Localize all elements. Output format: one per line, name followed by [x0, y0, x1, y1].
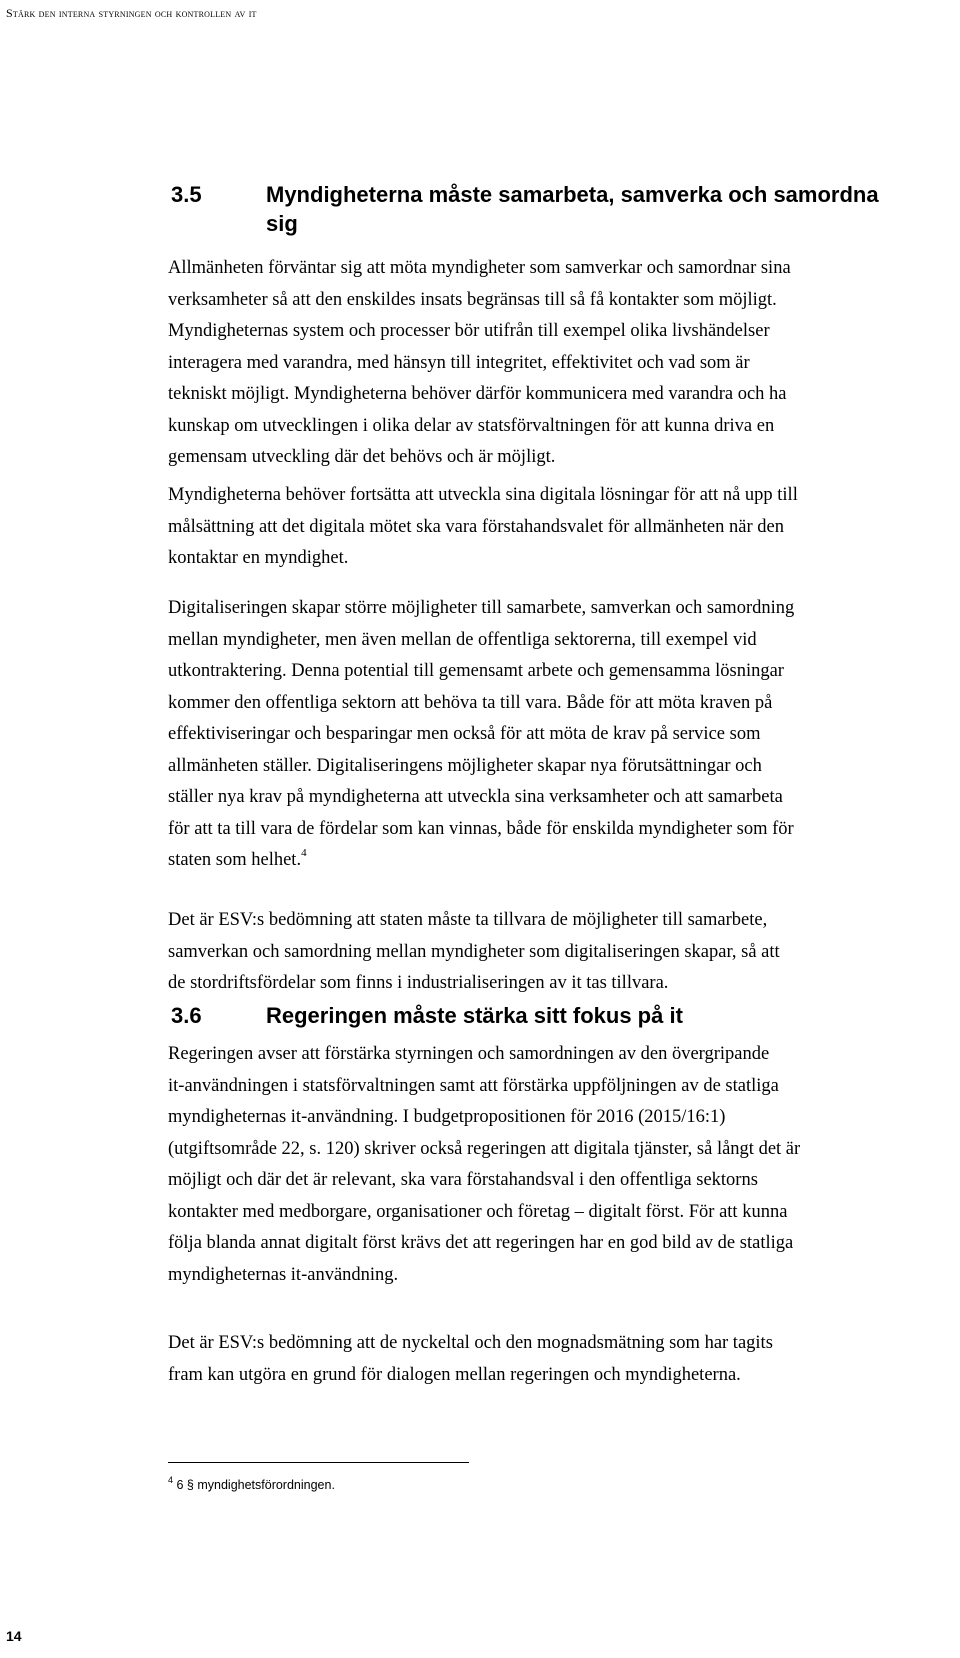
- text-line: ställer nya krav på myndigheterna att utveckla sina verksamheter och att samarbeta: [168, 787, 783, 807]
- text-line: myndigheternas it-användning. I budgetpropositionen för 2016 (2015/16:1): [168, 1107, 726, 1127]
- text-line: de stordriftsfördelar som finns i industrialiseringen av it tas tillvara.: [168, 973, 669, 993]
- paragraph: [168, 593, 958, 877]
- section-heading-3-6: [171, 1001, 906, 1030]
- running-header: Stärk den interna styrningen och kontrollen av it: [6, 6, 257, 20]
- text-line: Myndigheternas system och processer bör utifrån till exempel olika livshändelser: [168, 321, 770, 341]
- text-line: Regeringen avser att förstärka styrningen och samordningen av den övergripande: [168, 1044, 770, 1064]
- text-line: Digitaliseringen skapar större möjligheter till samarbete, samverkan och samordning: [168, 598, 795, 618]
- text-line: effektiviseringar och besparingar men också för att möta de krav på service som: [168, 724, 761, 744]
- section-heading-3-5: [171, 180, 906, 238]
- text-line: (utgiftsområde 22, s. 120) skriver också regeringen att digitala tjänster, så långt det är: [168, 1138, 801, 1159]
- text-line: samverkan och samordning mellan myndigheter som digitaliseringen skapar, så att: [168, 941, 780, 962]
- text-line: kommer den offentliga sektorn att behöva ta till vara. Både för att möta kraven på: [168, 692, 773, 713]
- paragraph: [168, 253, 958, 474]
- text-line: it-användningen i statsförvaltningen samt att förstärka uppföljningen av de statliga: [168, 1075, 779, 1096]
- paragraph: [168, 480, 958, 575]
- text-line: utkontraktering. Denna potential till gemensamt arbete och gemensamma lösningar: [168, 661, 784, 681]
- text-line: verksamheter så att den enskildes insats begränsas till så få kontakter som möjligt.: [168, 289, 777, 310]
- footnote-separator: [168, 1462, 469, 1463]
- footnote: [168, 1475, 335, 1492]
- text-line: tekniskt möjligt. Myndigheterna behöver därför kommunicera med varandra och ha: [168, 384, 787, 404]
- paragraph: [168, 1328, 958, 1391]
- text-line: Allmänheten förväntar sig att möta myndigheter som samverkar och samordnar sina: [168, 258, 791, 278]
- footnote-reference[interactable]: 4: [301, 847, 307, 859]
- paragraph: [168, 1039, 958, 1291]
- text-line: kontaktar en myndighet.: [168, 548, 349, 568]
- text-line-content: staten som helhet.: [168, 850, 302, 870]
- text-line: [168, 845, 958, 877]
- paragraph: [168, 905, 958, 1000]
- text-line: målsättning att det digitala mötet ska vara förstahandsvalet för allmänheten när den: [168, 516, 784, 537]
- text-line: interagera med varandra, med hänsyn till integritet, effektivitet och vad som är: [168, 352, 750, 373]
- text-line: kontakter med medborgare, organisationer och företag – digitalt först. För att kunna: [168, 1201, 788, 1222]
- text-line: för att ta till vara de fördelar som kan vinnas, både för enskilda myndigheter som för: [168, 818, 794, 839]
- section-number: 3.6: [171, 1003, 202, 1028]
- footnote-text: 6 § myndighetsförordningen.: [176, 1478, 335, 1492]
- text-line: myndigheternas it-användning.: [168, 1264, 399, 1285]
- text-line: allmänheten ställer. Digitaliseringens möjligheter skapar nya förutsättningar och: [168, 755, 762, 776]
- text-line: mellan myndigheter, men även mellan de offentliga sektorerna, till exempel vid: [168, 629, 757, 650]
- text-line: följa blanda annat digitalt först krävs det att regeringen har en god bild av de statliga: [168, 1233, 794, 1253]
- page-number: 14: [6, 1628, 22, 1644]
- section-title: Regeringen måste stärka sitt fokus på it: [266, 1003, 683, 1028]
- text-line: gemensam utveckling där det behövs och är möjligt.: [168, 447, 556, 467]
- section-number: 3.5: [171, 182, 202, 207]
- text-line: Det är ESV:s bedömning att staten måste ta tillvara de möjligheter till samarbete,: [168, 910, 768, 930]
- text-line: Myndigheterna behöver fortsätta att utveckla sina digitala lösningar för att nå upp till: [168, 485, 798, 505]
- section-title: Myndigheterna måste samarbeta, samverka och samordna sig: [266, 182, 879, 236]
- text-line: kunskap om utvecklingen i olika delar av statsförvaltningen för att kunna driva en: [168, 415, 775, 436]
- text-line: möjligt och där det är relevant, ska vara förstahandsval i den offentliga sektorns: [168, 1170, 758, 1190]
- text-line: fram kan utgöra en grund för dialogen mellan regeringen och myndigheterna.: [168, 1364, 741, 1385]
- footnote-number: 4: [168, 1475, 174, 1485]
- text-line: Det är ESV:s bedömning att de nyckeltal och den mognadsmätning som har tagits: [168, 1333, 773, 1353]
